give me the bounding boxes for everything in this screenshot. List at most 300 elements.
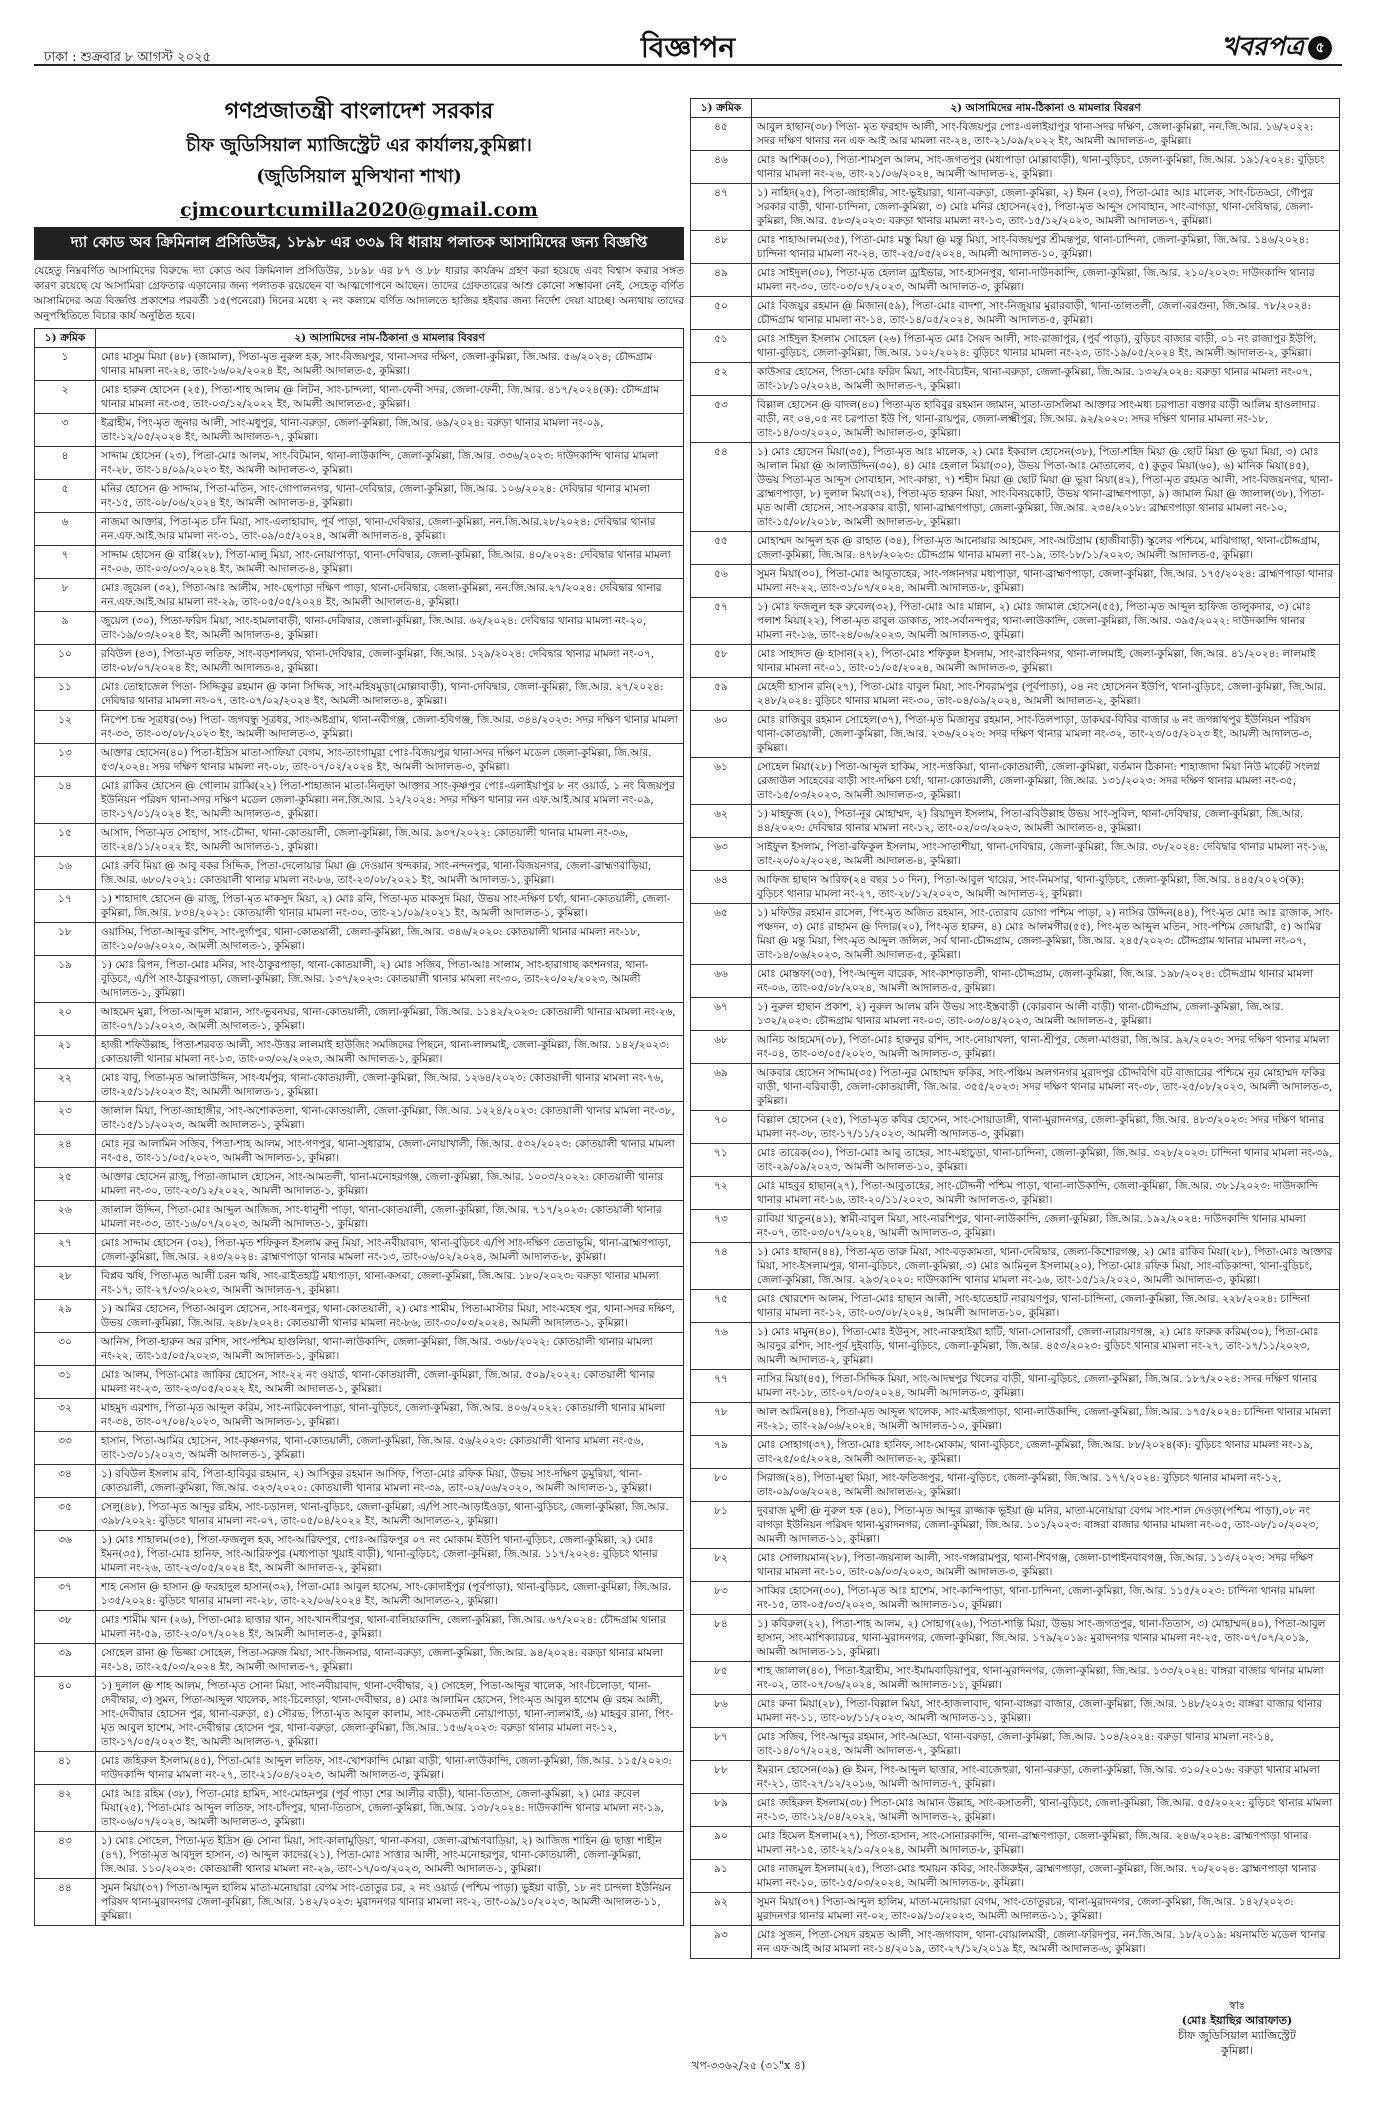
detail-cell: মোঃ রুনা মিয়া(২৮), পিতা-বিল্লাল মিয়া, সাং-হাজলাবাদ, থানা-বাঙ্গরা বাজার, জেলা-কুমিল্লা, জি.আর. ১৪৮/২০২৩: বাঙ্গরা বাজার থানার মামলা নং-১১, তাং-০৮/১১/২০২৩, আমলী আদালত-১১, কুমিল্লা। [752,1695,1340,1728]
serial-cell: ৭৭ [691,1370,752,1403]
signatory-designation: চীফ জুডিসিয়াল ম্যাজিস্ট্রেট [1178,2029,1296,2042]
serial-cell: ৯২ [691,1893,752,1926]
detail-cell: ১) রবিউল ইসলাম রবি, পিতা-হাবিবুর রহমান, ২) আসিকুর রহমান আসিফ, পিতা-মোঃ রফিক মিয়া, উভয় সাং-দক্ষিণ ডুমুরিয়া, থানা-কোতয়ালী, জেলা-কুমিল্লা, জি.আর. ৩২৩/২০২০: কোতয়ালী থানার মামলা নং-৩৯, তাং-০২/০৬/২০২০, আমলী আদালত-১, কুমিল্লা। [96,1465,684,1498]
serial-cell: ৩২ [35,1399,96,1432]
detail-cell: ১) নুরুল হাছান প্রকাশ, ২) নুরুল আলম রনি উভয় সাং-ইস্তবাড়ী (কোরবান আলী বাড়ী) থানা-চৌদ্দগ্রাম, জেলা-কুমিল্লা, জি.আর. ১৩২/২০২৩: চৌদ্দগ্রাম থানার মামলা নং-০৩, তাং-০৩/০৪/২০২৩, আমলী আদালত-৫, কুমিল্লা। [752,998,1340,1031]
office-title: চীফ জুডিসিয়াল ম্যাজিস্ট্রেট এর কার্যালয়,কুমিল্লা। [186,135,532,156]
detail-cell: হাজী শফিউল্লাহ, পিতা-শরবত আলী, সাং-উত্তর লালমাই হাউজিং সমজিদের পিছনে, থানা-লালমাই, জেলা-কুমিল্লা, জি.আর. ১৪২/২০২৩: কোতয়ালী থানার মামলা নং-১৩, তাং-০৩/০২/২০২৩, আমলী আদালত-১, কুমিল্লা। [96,1036,684,1069]
table-row [35,513,684,546]
table-row [691,998,1340,1031]
table-row [691,1243,1340,1290]
serial-cell: ৫১ [691,330,752,363]
serial-cell: ৯০ [691,1827,752,1860]
detail-cell: আফিজ হাছান আরিফ(২৪ বছর ১০ দিন), পিতা-আবুল খায়ের, সাং-নিমসার, থানা-বুড়িচং, জেলা-কুমিল্লা, জি.আর. ৪৪৫/২০২৩(ক): বুড়িচং থানার মামলা নং-২৭, তাং-২৮/১২/২০২৩, আমলী আদালত-২, কুমিল্লা। [752,871,1340,904]
serial-cell: ৩৬ [35,1531,96,1578]
detail-cell: আহমেদ মুন্না, পিতা-আব্দুল মান্নান, সাং-ভুবনঘর, থানা-কোতয়ালী, জেলা-কুমিল্লা, জি.আর. ১১৪২/২০২৩: কোতয়ালী থানার মামলা নং-২৬, তাং-০৭/১১/২০২৩, আমলী আদালত-১, কুমিল্লা। [96,1003,684,1036]
detail-cell: দুবরাজ মুন্সী @ নুরুল হক (৪০), পিতা-মৃত আব্দুর রাজ্জাক ভূইয়া @ মনির, মাতা-মনোয়ারা বেগম সাং-শাল দেওড়া(পশ্চিম পাড়া),০৮ নং বাগড়া ইউনিয়ন পরিষদ থানা-মুরাদনগর, জেলা-কুমিল্লা, জি.আর. ১০১/২০২৩: বাঙ্গরা বাজার থানার মামলা নং-০৫, তাং-০৮/১০/২০২৩, আমলী আদালত-১১, কুমিল্লা। [752,1502,1340,1549]
table-row [35,678,684,711]
serial-cell: ২৪ [35,1135,96,1168]
serial-cell: ১১ [35,678,96,711]
table-row [35,1201,684,1234]
table-row [691,1728,1340,1761]
table-header-row [35,329,684,348]
serial-cell: ৫৫ [691,532,752,565]
table-row [691,1177,1340,1210]
serial-cell: ৭ [35,546,96,579]
serial-cell: ৩৯ [35,1644,96,1677]
table-row [691,184,1340,231]
serial-cell: ২২ [35,1069,96,1102]
detail-cell: সাব্বির হোসেন(৩০), পিতা-মৃত আঃ হাশেম, সাং-কান্দিপাড়া, থানা-চান্দিনা, জেলা-কুমিল্লা, জি.আর. ১১৫/২০২৩: চান্দিনা থানার মামলা নং-১৫, তাং-০৫/০৩/২০২৩, আমলী আদালত-১০, কুমিল্লা। [752,1582,1340,1615]
serial-cell: ১৮ [35,923,96,956]
logo-text: খবরপত্র [1221,32,1304,62]
detail-cell: আনিস, পিতা-হারুন অর রশিদ, সাং-পশ্চিম হাগুলিয়া, থানা-লাউকান্দি, জেলা-কুমিল্লা, জি.আর. ৩৬৮/২০২২: কোতয়ালী থানার মামলা নং-২২, তাং-১৫/০৫/২০২৩, আমলী আদালত-১, কুমিল্লা। [96,1333,684,1366]
table-row [691,1695,1340,1728]
detail-cell: ইব্রাহীম, পিং-মৃত জুনার আলী, সাং-মধুপুর, থানা-বরুড়া, জেলা-কুমিল্লা, জি.আর. ৬৯/২০২৪: বরুড়া থানার মামলা নং-০৯, তাং-১২/০৫/২০২৪ ইং, আমলী আদালত-৭, কুমিল্লা। [96,414,684,447]
detail-cell: ১) আমির হোসেন, পিতা-আবুল হোসেন, সাং-ধনপুর, থানা-কোতয়ালী, ২) মোঃ শামীম, পিতা-মাস্টার মিয়া, সাং-মহেষ পুর, থানা-সদর দক্ষিণ, উভয় জেলা-কুমিল্লা, জি.আর. ২৪৮/২০২৪: কোতয়ালী থানার মামলা নং-৮৬, তাং-৩০/০৩/২০২৪, আমলী আদালত-১, কুমিল্লা। [96,1300,684,1333]
table-row [691,871,1340,904]
page-header [34,14,1342,66]
table-row [691,1549,1340,1582]
detail-cell: মোঃ সোহাগ(৩৭), পিতা-মোঃ হানিফ, সাং-মোকাম, থানা-বুড়িচং, জেলা-কুমিল্লা, জি.আর. ৮৮/২০২৪(ক): বুড়িচং থানার মামলা নং-১৯, তাং-২৫/০৫/২০২৪, আমলী আদালত-২, কুমিল্লা। [752,1436,1340,1469]
branch-title: (জুডিসিয়াল মুন্সিখানা শাখা) [256,166,462,187]
serial-cell: ৬৮ [691,1031,752,1064]
table-row [691,443,1340,532]
detail-cell: মনির হোসেন @ সাদ্দাম, পিতা-মতিন, সাং-গোপালনগর, থানা-দেবিদ্বার, জেলা-কুমিল্লা, জি.আর. ১০৬/২০২৪: দেবিদ্বার থানার মামলা নং-১৫, তাং-০৮/০৬/২০২৪ ইং, আমলী আদালত-৪, কুমিল্লা। [96,480,684,513]
detail-cell: মোহাম্মদ আব্দুল হক @ রাহাত (৩৪), পিতা-মৃত আনোয়ার আহমেদ, সাং-আটগ্রাম (হাজীবাড়ী) স্কুলের পশ্চিমে, মাঝিগাছা, থানা-চৌদ্দগ্রাম, জেলা-কুমিল্লা, জি.আর. ৪৭৮/২০২৩: চৌদ্দগ্রাম থানার মামলা নং-১৯, তাং-১৮/১১/২০২৩, আমলী আদালত-৫, কুমিল্লা। [752,532,1340,565]
table-row [35,381,684,414]
table-row [35,612,684,645]
serial-cell: ৫৭ [691,598,752,645]
table-row [35,824,684,857]
table-row [691,1469,1340,1502]
table-row [35,546,684,579]
serial-cell: ৩ [35,414,96,447]
detail-cell: সাদ্দাম হোসেন @ বাপ্পি(২৮), পিতা-মালু মিয়া, সাং-নোয়াপাড়া, থানা-দেবিদ্বার, জেলা-কুমিল্লা, জি.আর. ৪০/২০২৪: দেবিদ্বার থানার মামলা নং-০৬, তাং-০৩/০৩/২০২৪ ইং, আমলী আদালত-৪, কুমিল্লা। [96,546,684,579]
detail-cell: মোঃ নূর আলামিন সজিব, পিতা-শাহ আলম, সাং-গণপুর, থানা-সুধারাম, জেলা-নোয়াখালী, জি.আর. ৫৩২/২০২৩: কোতয়ালী থানার মামলা নং-৫৪, তাং-১১/০৫/২০২৩, আমলী আদালত-১, কুমিল্লা। [96,1135,684,1168]
table-row [691,1031,1340,1064]
serial-cell: ৬ [35,513,96,546]
signatory-place: কুমিল্লা। [1221,2044,1253,2057]
table-row [691,1860,1340,1893]
detail-cell: ১) মোঃ হোসেন মিয়া(৩৫), পিতা-মৃত আঃ মালেক, ২) মোঃ ইকবাল হোসেন(৩৮), পিতা-শহিদ মিয়া @ ছোট মিয়া @ ভূয়া মিয়া, ৩) মোঃ আলাল মিয়া @ আলাউদ্দিন(৩০), ৪) মোঃ হেলাল মিয়া(৩০), উভয় পিতা-আঃ মোতালেব, ৫) কুতুব মিয়া(৬০), ৬) মানিক মিয়া(৪৫), উভয় পিতা-মৃত আব্দুস সোবাহান, সাং-কান্তা, ৭) শহীদ মিয়া @ ছোট মিয়া @ ভূয়া মিয়া(৪২), পিতা-মৃত রহমত আলী, সাং-বিজয়নগর, থানা-ব্রাহ্মণপাড়া, ৮) দুলাল মিয়া(৩২), পিতা-মৃত হারুন মিয়া, সাং-বিনয়কোট, উভয় থানা-ব্রাহ্মণপাড়া, ৯) জামাল মিয়া @ জালাল(৩৮), পিতা-মৃত আলী হোসেন, সাং-সরকার বাড়ী, থানা-ব্রাহ্মণপাড়া, জেলা-কুমিল্লা, জি.আর. ২৩৪/২০১৮: ব্রাহ্মণপাড়া থানার মামলা নং-১০, তাং-১৫/০৮/২০১৮, আমলী আদালত-৮, কুমিল্লা। [752,443,1340,532]
serial-cell: ১৫ [35,824,96,857]
serial-cell: ৫৪ [691,443,752,532]
detail-cell: ১) মাহফুজ (২০), পিতা-নূর মোহাম্মদ, ২) রিয়াদুল ইসলাম, পিতা-রবিউল্লাহ উভয় সাং-সুবিল, থানা-দেবিদ্বার, জেলা-কুমিল্লা, জি.আর. ৪৪/২০২৩: দেবিদ্বার থানার মামলা নং-১২, তাং-০২/০৩/২০২৩, আমলী আদালত-৪, কুমিল্লা। [752,805,1340,838]
table-row [691,363,1340,396]
serial-cell: ৭০ [691,1111,752,1144]
serial-cell: ৫০ [691,297,752,330]
col-serial: ১) ক্রমিক [691,99,752,118]
table-row [35,1785,684,1832]
detail-cell: মোঃ আঃ রহিম (৩৮), পিতা-মোঃ হামিদ, সাং-মোহনপুর (পূর্ব পাড়া শের আলীর বাড়ী), থানা-তিতাস, জেলা-কুমিল্লা, ২) মোঃ রুবেল মিয়া(২৫), পিতা-মোঃ আব্দুল লতিফ, সাং-চাঁদপুর, থানা-তিতাস, জেলা-কুমিল্লা, জি.আর. ১৩৮/২০২৪: দাউদকান্দি থানার মামলা নং-১৯, তাং-০৬/০৭/২০২৪, আমলী আদালত-৩, কুমিল্লা। [96,1785,684,1832]
detail-cell: মোঃ রাজিবুর রহমান সোহেল(৩৭), পিতা-মৃত মিজানুর রহমান, সাং-তিলপাড়া, ডাকঘর-বিবির বাজার ৬ নং জগন্নাথপুর ইউনিয়ন পরিষদ থানা-কোতয়ালী, জেলা-কুমিল্লা, জি.আর. ২৩৬/২০২৩: সদর দক্ষিণ থানার মামলা নং-৩২, তাং-২৩/০৫/২০২৩ ইং, আমলী আদালত-৩, কুমিল্লা। [752,711,1340,758]
detail-cell: আকবার হোসেন সাদ্দাম(৩৫) পিতা-নুর মোহাম্মদ ফকির, সাং-পঞ্চিম অলগনগর মুরাদপুর চৌদ্দবিগি বট বাজারের পশ্চিমে নূর মোহাম্মদ ফকির বাড়ী, থানা-বরিবাড়ী, জেলা-কোতয়ালী, জি.আর. ৩৫৫/২০২৩: সদর দক্ষিণ থানার মামলা নং-৩৮, তাং-২৫/০৮/২০২৩, আমলী আদালত-৩, কুমিল্লা। [752,1064,1340,1111]
table-row [35,1611,684,1644]
right-column [690,94,1340,1959]
detail-cell: ১) দুলাল @ শাহ আলম, পিতা-মৃত সোনা মিয়া, সাং-নবীয়াবাদ, থানা-দেবীদ্বার, ২) সোহেল, পিতা-আব্দুর খালেক, সাং-চিলোড়া, থানা-দেবীদ্বার, ৩) সুমন, পিতা-আব্দুল খালেক, সাং-চিলোড়া, থানা-দেবীদ্বার, ৪) মোঃ আলামিন হোসেন, পিং-মৃত আবুল হাশেম @ রহম আলী, সাং-দেবীদ্বার হোসেন পুর, থানা-বরুড়া, ৫) সৌরভ, পিতা-মৃত আবুল কালাম, সাং-কেমতলী নোয়াপাড়া, থানা-লালমাই, ৬) মাহবুব রানা, পিং-মৃত আবুল হাশেম, সাং-দেবীদ্বার হোসেন পুর, থানা-বরুড়া, জেলা-কুমিল্লা, জি.আর. ১৫৬/২০২৩: বরুড়া থানার মামলা নং-১২, তাং-১৭/০৫/২০২৩ ইং, আমলী আদালত-৭, কুমিল্লা। [96,1677,684,1752]
serial-cell: ১ [35,348,96,381]
serial-cell: ৮০ [691,1469,752,1502]
serial-cell: ২১ [35,1036,96,1069]
table-row [35,1531,684,1578]
detail-cell: ১) মোঃ সোহেল, পিতা-মৃত ইদ্রিস @ সোনা মিয়া, সাং-কালামুড়িয়া, থানা-কসবা, জেলা-ব্রাহ্মণবাড়িয়া, ২) আজিজ শাহিন @ ছাত্তা শাহীন (৪৭), পিতা-মৃত আবদুল হাসান, ৩) আব্দুল কাদের(২১), পিতা-মোঃ সাত্তার আলী, সাং-মনোহরপুর, থানা-কোতয়ালী, জেলা-কুমিল্লা, জি.আর. ১১০/২০২৩: কোতয়ালী থানার মামলা নং-২৯, তাং-১৭/০৩/২০২৩, আমলী আদালত-১, কুমিল্লা। [96,1832,684,1879]
serial-cell: ২৫ [35,1168,96,1201]
serial-cell: ৫২ [691,363,752,396]
serial-cell: ৬১ [691,758,752,805]
accused-table-right [690,98,1340,1959]
serial-cell: ৭৫ [691,1290,752,1323]
detail-cell: মোঃ জহিরুল ইসলাম(৪৫), পিতা-মোঃ আব্দুল লতিফ, সাং-খোশকান্দি মোল্লা বাড়ী, থানা-লাউকান্দি, জেলা-কুমিল্লা, জি.আর. ১১৫/২০২৩: দাউদকান্দি থানার মামলা নং-২৭, তাং-২১/০৪/২০২৩, আমলী আদালত-৩, কুমিল্লা। [96,1752,684,1785]
detail-cell: মোঃ রাকিব হোসেন @ গোলাম রাব্বি(২২) পিতা-শাহাজান মাতা-নিলুফা আক্তার সাং-কৃষ্ণপুর পোঃ-এলাইয়াপুর ৮ নং ওয়ার্ড, ১ নং বিজয়পুর ইউনিয়ন পরিষদ থানা-সদর দক্ষিণ মডেল জেলা-কুমিল্লা। নন.জি.আর. ১২/২০২৪: সদর দক্ষিণ থানার নন এফ.আই.আর মামলা নং-০৯, তাং-১৭/০১/২০২৪ ইং, আমলী আদালত-৩, কুমিল্লা। [96,777,684,824]
detail-cell: সিরাজ(২৪), পিতা-মুছা মিয়া, সাং-ফতিজপুর, থানা-বুড়িচং, জেলা-কুমিল্লা, জি.আর. ১৭৭/২০২৪: বুড়িচং থানার মামলা নং-১২, তাং-০৯/০৬/২০২৪, আমলী আদালত-২, কুমিল্লা। [752,1469,1340,1502]
table-row [691,645,1340,678]
detail-cell: সোহেল মিয়া(২৮) পিতা-আব্দুল হাকিম, সাং-দত্তকিয়া, থানা-কোতয়ালী, জেলা-কুমিল্লা, বর্তমান ঠিকানা: শাহাজাদা মিয়া নিউ মার্কেট সংলগ্ন রেজাউল সাহেবের বাড়ী সাং-দক্ষিণ চর্থা, থানা-কোতয়ালী, জেলা-কুমিল্লা, জি.আর. ১৩১/২০২৩: সদর দক্ষিণ থানার মামলা নং-৩৫, তাং-১৫/০৩/২০২৩, আমলী আদালত-৩, কুমিল্লা। [752,758,1340,805]
detail-cell: মোঃ জুয়েল (৩২), পিতা-আঃ আলীম, সাং-ছেপাড়া দক্ষিণ পাড়া, থানা-দেবিদ্বার, জেলা-কুমিল্লা, নন.জি.আর.২৭/২০২৪: দেবিদ্বার থানার নন.এফ.আই.আর মামলা নং-২৯, তাং-০৫/০৫/২০২৪ ইং, আমলী আদালত-৪, কুমিল্লা। [96,579,684,612]
table-row [35,1234,684,1267]
page-number: ৫ [1308,36,1332,60]
serial-cell: ৪৭ [691,184,752,231]
serial-cell: ৯ [35,612,96,645]
table-row [35,1333,684,1366]
table-row [691,711,1340,758]
serial-cell: ৫৩ [691,396,752,443]
table-row [35,1832,684,1879]
detail-cell: মোঃ মাহবুব হাছান(২৭), পিতা-আবুতাহের, সাং-চৌদ্দনী পশ্চিম পাড়া, থানা-লাউকান্দি, জেলা-কুমিল্লা, জি.আর. ৩৮১/২০২৩: দাউদকান্দি থানার মামলা নং-১৬, তাং-২০/১১/২০২৩, আমলী আদালত-৩, কুমিল্লা। [752,1177,1340,1210]
detail-cell: মোঃ শামীম খান (২৬), পিতা-মোঃ ছাত্তার খান, সাং-খানপীরপুর, থানা-বালিয়াকান্দি, জেলা-কুমিল্লা, জি.আর. ৬৭/২০২৪: চৌদ্দগ্রাম থানার মামলা নং-৫৯, তাং-২৩/০৭/২০২৪ ইং, আমলী আদালত-৫, কুমিল্লা। [96,1611,684,1644]
table-body [35,348,684,1926]
table-row [691,1436,1340,1469]
serial-cell: ৮৮ [691,1761,752,1794]
table-body [691,118,1340,1959]
serial-cell: ৬২ [691,805,752,838]
detail-cell: মোঃ খোরশেদ আলম, পিতা-মোঃ হাছান আলী, সাং-হাতেহাট নারায়ণপুর, থানা-চান্দিনা, জেলা-কুমিল্লা, জি.আর. ২২৮/২০২৪: চান্দিনা থানার মামলা নং-১২, তাং-০৩/০৮/২০২৪, আমলী আদালত-১০, কুমিল্লা। [752,1290,1340,1323]
table-row [35,1677,684,1752]
serial-cell: ৫৮ [691,645,752,678]
detail-cell: মোঃ শাহাআলম(৩৫), পিতা-মোঃ মস্তু মিয়া @ মন্তু মিয়া, সাং-বিজয়পুর শ্রীমন্তপুর, থানা-চান্দিনা, জেলা-কুমিল্লা, জি.আর. ১৪৬/২০২৪: চান্দিনা থানার মামলা নং-২৪, তাং-২৫/০৫/২০২৪, আমলী আদালত-১০, কুমিল্লা। [752,231,1340,264]
table-row [691,231,1340,264]
serial-cell: ৮৯ [691,1794,752,1827]
serial-cell: ৮৭ [691,1728,752,1761]
table-row [691,1893,1340,1926]
detail-cell: ওয়াসিম, পিতা-আব্দুর রশিদ, সাং-দুর্গাপুর, থানা-কোতয়ালী, জেলা-কুমিল্লা, জি.আর. ৩৪৬/২০২০: কোতয়ালী থানার মামলা নং-১৮, তাং-১০/০৬/২০২০, আমলী আদালত-১, কুমিল্লা। [96,923,684,956]
detail-cell: মোঃ সাইদুল(৩০), পিতা-মৃত হেলাল ড্রাইভার, সাং-হাসনপুর, থানা-দাউদকান্দি, জেলা-কুমিল্লা, জি.আর. ২১০/২০২৩: দাউদকান্দি থানার মামলা নং-৩০, তাং-০৩/০৭/২০২৩, আমলী আদালত-৩, কুমিল্লা। [752,264,1340,297]
serial-cell: ৭৮ [691,1403,752,1436]
detail-cell: সাইফুল ইসলাম, পিতা-রফিকুল ইসলাম, সাং-সাতাশীয়া, থানা-দেবিদ্বার, জেলা-কুমিল্লা, জি.আর. ৩৮/২০২৪: দেবিদ্বার থানার মামলা নং-১৬, তাং-২০/০২/২০২৪, আমলী আদালত-৪, কুমিল্লা। [752,838,1340,871]
serial-cell: ২৬ [35,1201,96,1234]
table-row [691,1064,1340,1111]
detail-cell: মোঃ তোহাজেল পিতা- সিদ্দিকুর রহমান @ কানা সিদ্দিক, সাং-মহিষমুড়া(মোল্লাবাড়ী), থানা-দেবিদ্বার, জেলা-কুমিল্লা, জি.আর. ২৭/২০২৪: দেবিদ্বার থানার মামলা নং-০৭, তাং-০৭/০২/২০২৪ ইং, আমলী আদালত-৪, কুমিল্লা। [96,678,684,711]
table-row [691,965,1340,998]
serial-cell: ৪৬ [691,151,752,184]
col-detail: ২) আসামিদের নাম-ঠিকানা ও মামলার বিবরণ [752,99,1340,118]
detail-cell: ইমরান হোসেন(৩৯) @ ইমন, পিং-আব্দুল ছাত্তার, সাং-বাজেহুরা, থানা-বরুড়া, জেলা-কুমিল্লা, জি.আর. ৩১০/২০১৬: বরুড়া থানার মামলা নং-২১, তাং-২৭/১২/২০১৬, আমলী আদালত-৭, কুমিল্লা। [752,1761,1340,1794]
serial-cell: ১৯ [35,956,96,1003]
reference-number: খপ-৩৩৬২/২৫ (৩১"x ৪) [692,2059,806,2072]
table-row [35,857,684,890]
col-serial: ১) ক্রমিক [35,329,96,348]
serial-cell: ২৯ [35,1300,96,1333]
table-row [35,1498,684,1531]
signature-block [1132,1998,1342,2058]
detail-cell: ১) মফিউর রহমান রাসেল, পিং-মৃত অজিত রহমান, সাং-তোরাব ডোগা পশ্চিম পাড়া, ২) নাসির উদ্দিন(৪৪), পিং-মৃত মোঃ আঃ রাজাক, সাং-পঞ্চদন, ৩) মোঃ রাহামন @ দিদার(২০), পিং-মৃত হারুন, ৪) মোঃ আলমগীর(৫৫), পিং-মৃত আব্দুল মতিন, সাং-পশ্চিম জোয়ারী, ৫) আমির মিয়া @ মন্তু মিয়া, পিং-মৃত আব্দুল জলিল, সর্ব থানা-চৌদ্দগ্রাম, জেলা-কুমিল্লা, জি.আর. ২৪৫/২০২৩: চৌদ্দগ্রাম থানার মামলা নং-০৭, তাং-১৪/০৬/২০২৩, আমলী আদালত-৫, কুমিল্লা। [752,904,1340,965]
table-row [35,1432,684,1465]
serial-cell: ২০ [35,1003,96,1036]
detail-cell: বিপ্লব ঋষি, পিতা-মৃত আলী চরন ঋষি, সাং-রাইতহাট্ট মধ্যপাড়া, থানা-কসবা, জেলা-কুমিল্লা, জি.আর. ১৮০/২০২৩: বরুড়া থানার মামলা নং-১৭, তাং-২৭/০৩/২০২৩, আমলী আদালত-৭, কুমিল্লা। [96,1267,684,1300]
detail-cell: মোঃ নাজমুল ইসলাম(২৫), পিতা-মোঃ হুমায়ন কবির, সাং-জিরুইন, ব্রাহ্মণপাড়া, জেলা-কুমিল্লা, জি.আর. ৭০/২০২৪: ব্রাহ্মণপাড়া থানার মামলা নং-১০, তাং-১৫/০৩/২০২৪, আমলী আদালত-৮, কুমিল্লা। [752,1860,1340,1893]
detail-cell: সুমন মিয়া(৩০), পিতা-মোঃ আবুতাহের, সাং-গঙ্গানগর মধ্যপাড়া, থানা-ব্রাহ্মণপাড়া, জেলা-কুমিল্লা, জি.আর. ১৭৫/২০২৪: ব্রাহ্মণপাড়া থানার মামলা নং-২২, তাং-৩১/০৭/২০২৪, আমলী আদালত-৮, কুমিল্লা। [752,565,1340,598]
table-row [691,1210,1340,1243]
serial-cell: ৩৮ [35,1611,96,1644]
table-row [691,904,1340,965]
table-row [35,1879,684,1926]
accused-table-left [34,328,684,1926]
table-row [691,1615,1340,1662]
serial-cell: ৮৪ [691,1615,752,1662]
table-row [691,1794,1340,1827]
serial-cell: ৬৫ [691,904,752,965]
detail-cell: মেহেদী হাসান রনি(২৭), পিতা-মোঃ বাবুল মিয়া, সাং-শিবরামপুর (পূর্বপাড়া), ০৪ নং হোসেনন ইউপি, থানা-বুড়িচং, জেলা-কুমিল্লা, জি.আর. ২৪৮/২০২৪: বুড়িচং থানার মামলা নং-৩০, তাং-০৪/০৯/২০২৪, আমলী আদালত-২, কুমিল্লা। [752,678,1340,711]
serial-cell: ৮৬ [691,1695,752,1728]
detail-cell: ১) মোঃ ফজলুল হক রুবেল(৩২), পিতা-মোঃ আঃ মান্নান, ২) মোঃ জামাল হোসেন(৫৫), পিতা-মৃত আব্দুল হাফিজ তালুকদার, ৩) মোঃ পলাশ মিয়া(২২), পিতা-মৃত বাবুল ডাকাত, সাং-সর্বানন্দপুর, থানা-লাউকান্দি, জেলা-কুমিল্লা, জি.আর. ৩৯৫/২০২২: দাউদকান্দি থানার মামলা নং-১৬, তাং-২৪/০৬/২০২৩, আমলী আদালত-৩, কুমিল্লা। [752,598,1340,645]
serial-cell: ৯৩ [691,1926,752,1959]
table-row [35,1300,684,1333]
serial-cell: ৩০ [35,1333,96,1366]
table-row [35,579,684,612]
detail-cell: মোঃ আলম, পিতা-মোঃ জাকির হোসেন, সাং-২২ নং ওয়ার্ড, থানা-কোতয়ালী, জেলা-কুমিল্লা, জি.আর. ৫০৯/২০২২: কোতয়ালী থানার মামলা নং-২৩, তাং-২৩/০৫/২০২২ ইং, আমলী আদালত-১, কুমিল্লা। [96,1366,684,1399]
contact-email: cjmcourtcumilla2020@gmail.com [180,199,538,221]
section-title: বিজ্ঞাপন [640,31,736,64]
serial-cell: ৭৪ [691,1243,752,1290]
gov-title: গণপ্রজাতন্ত্রী বাংলাদেশ সরকার [224,98,494,124]
table-row [691,678,1340,711]
table-row [35,1267,684,1300]
col-detail: ২) আসামিদের নাম-ঠিকানা ও মামলার বিবরণ [96,329,684,348]
table-row [691,1827,1340,1860]
table-row [691,1926,1340,1959]
detail-cell: ১) কবিরুল(২২), পিতা-শাহ আলম, ২) সোহাগ(২৬), পিতা-শান্তি মিয়া, উভয় সাং-জগতপুর, থানা-তিতাস, ৩) মোহাম্মদ(৪০), পিতা-আবুল হাসান, সাং-মাশিক্যারচর, থানা-মুরাদনগর, জেলা-কুমিল্লা, জি.আর. ১৭৯/২০১৯: মুরাদনগর থানার মামলা নং-২৫, তাং-০৭/০৭/২০১৯, আমলী আদালত-১১, কুমিল্লা। [752,1615,1340,1662]
serial-cell: ৮ [35,579,96,612]
serial-cell: ২৮ [35,1267,96,1300]
table-header-row [691,99,1340,118]
table-row [691,532,1340,565]
notice-heading [34,94,684,221]
table-row [691,118,1340,151]
serial-cell: ৬৭ [691,998,752,1031]
serial-cell: ৯১ [691,1860,752,1893]
serial-cell: ৪০ [35,1677,96,1752]
table-row [691,1662,1340,1695]
issue-date: ঢাকা : শুক্রবার ৮ আগস্ট ২০২৫ [44,50,211,65]
serial-cell: ৮২ [691,1549,752,1582]
serial-cell: ৪৪ [35,1879,96,1926]
detail-cell: নাসির মিয়া(৪৫), পিতা-সিদ্দিক মিয়া, সাং-আদম্বপুর খিলের বাড়ী, থানা-বুড়িচং, জেলা-কুমিল্লা, জি.আর. ১৮৭/২০২৪: সদর দক্ষিণ থানার মামলা নং-১৮, তাং-০৭/০৩/২০২৪, আমলী আদালত-৩, কুমিল্লা। [752,1370,1340,1403]
serial-cell: ২৩ [35,1102,96,1135]
detail-cell: শাহ নেসান @ হাসান @ ফরহাদুল হাসান(৩২), পিতা-মোঃ আবুল হাসেম, সাং-কোদাইপুর (পূর্বপাড়া), থানা-বুড়িচং, জেলা-কুমিল্লা, জি.আর. ১৩৫/২০২৪: বুড়িচং থানার মামলা নং-২৮, তাং-২২/০৬/২০২৪ ইং, আমলী আদালত-২, কুমিল্লা। [96,1578,684,1611]
serial-cell: ৫৯ [691,678,752,711]
detail-cell: বিল্লাল হোসেন @ বাদল(৪০) পিতা-মৃত হাবিবুর রহমান জামান, মাতা-তাসলিমা আক্তার সাং-মধ্য চরপাতা বক্তার বাড়ী আলিম হাওলাদার বাড়ী, নং ০৪,০৫ নং চরপাতা ইউ পি, থানা-রায়পুর, জেলা-লক্ষ্মীপুর, জি.আর. ৯২/২০২০: সদর দক্ষিণ থানার মামলা নং-১৮, তাং-১৪/০৩/২০২০, আমলী আদালত-৩, কুমিল্লা। [752,396,1340,443]
table-row [35,956,684,1003]
detail-cell: মোঃ তারেক(৩০), পিতা-মোঃ আবু তাহের, সাং-মহাচুড়া, থানা-চান্দিনা, জেলা-কুমিল্লা, জি.আর. ৩২৮/২০২৩: চান্দিনা থানার মামলা নং-৩৯, তাং-২৯/০৯/২০২৩, আমলী আদালত-১০, কুমিল্লা। [752,1144,1340,1177]
detail-cell: রাবিয়া খাতুন(৪১), স্বামী-বাবুল মিয়া, সাং-নারশিপুর, থানা-লাউকান্দি, জেলা-কুমিল্লা, জি.আর. ১৯২/২০২৪: দাউদকান্দি থানার মামলা নং-০৭, তাং-০৩/০৭/২০২৪, আমলী আদালত-৩, কুমিল্লা। [752,1210,1340,1243]
table-row [691,598,1340,645]
detail-cell: শাহ জালাল(৪৩), পিতা-ইব্রাহীম, সাং-ইমামবাড়িয়াপুর, থানা-মুরাদনগর, জেলা-কুমিল্লা, জি.আর. ১৩৩/২০২৪: বাঙ্গরা বাজার থানার মামলা নং-০২, তাং-০৭/০৬/২০২৪, আমলী আদালত-১১, কুমিল্লা। [752,1662,1340,1695]
serial-cell: ৭২ [691,1177,752,1210]
table-row [35,744,684,777]
table-row [691,565,1340,598]
serial-cell: ৬৬ [691,965,752,998]
table-row [35,711,684,744]
table-row [691,264,1340,297]
serial-cell: ৭১ [691,1144,752,1177]
serial-cell: ৮৩ [691,1582,752,1615]
serial-cell: ৬০ [691,711,752,758]
detail-cell: ১) শাহাদাৎ হোসেন @ রাজু, পিতা-মৃত মাকসুদ মিয়া, ২) মোঃ রনি, পিতা-মৃত মাকসুদ মিয়া, উভয় সাং-দক্ষিণ চর্থা, থানা-কোতয়ালী, জেলা-কুমিল্লা, জি.আর. ৮৩৪/২০২১: কোতয়ালী থানার মামলা নং-৩০, তাং-২১/০৯/২০২১ ইং, আমলী আদালত-১, কুমিল্লা। [96,890,684,923]
table-row [35,1069,684,1102]
detail-cell: মোঃ হিমেল ইসলাম(২৭), পিতা-হাসান, সাং-সোনারকান্দি, থানা-ব্রাহ্মণপাড়া, জেলা-কুমিল্লা, জি.আর. ২৪৬/২০২৪: ব্রাহ্মণপাড়া থানার মামলা নং-১৫, তাং-২২/১০/২০২৪, আমলী আদালত-৮, কুমিল্লা। [752,1827,1340,1860]
detail-cell: মোঃ বিজয়ুর রহমান @ মিজান(৫৯), পিতা-মোঃ বাদশা, সাং-নিজুয়ার মুরারবাড়ী, থানা-তালতলী, জেলা-বরগুনা, জি.আর. ৭৮/২০২৪: চৌদ্দগ্রাম থানার মামলা নং-১৪, তাং-১৪/০৫/২০২৪, আমলী আদালত-৫, কুমিল্লা। [752,297,1340,330]
serial-cell: ৩৭ [35,1578,96,1611]
detail-cell: ১) মোঃ মামুন(৪০), পিতা-মোঃ ইউনুস, সাং-নারুহাইয়া হাটি, থানা-সোনারগাঁ, জেলা-নারায়ণগঞ্জ, ২) মোঃ ফারুক করিম(৩০), পিতা-মোঃ আবদুর রশিদ, সাং-পূর্ব দুইবাড়ি, থানা-বুড়িচং, জেলা-কুমিল্লা, জি.আর. ৪৫৩/২০২৩: বুড়িচং থানার মামলা নং-২৭, তাং-১৭/১১/২০২৩, আমলী আদালত-২, কুমিল্লা। [752,1323,1340,1370]
detail-cell: মোঃ আশিক(৩০), পিতা-শামসুল আলম, সাং-জগতপুর (মধ্যপাড়া মোল্লাবাড়ী), থানা-বুড়িচং, জেলা-কুমিল্লা, জি.আর. ১৯১/২০২৪: বুড়িচং থানার মামলা নং-২৬, তাং-২১/০৬/২০২৪, আমলী আদালত-২, কুমিল্লা। [752,151,1340,184]
left-column [34,94,684,1926]
detail-cell: নাজমা আক্তার, পিতা-মৃত চাঁন মিয়া, সাং-এলাহাবাদ, পূর্ব পাড়া, থানা-দেবিদ্বার, জেলা-কুমিল্লা, নন.জি.আর.২৮/২০২৪: দেবিদ্বার থানার নন.এফ.আই.আর মামলা নং-৩১, তাং-০৯/০৫/২০২৪, আমলী আদালত-৪, কুমিল্লা। [96,513,684,546]
table-row [691,838,1340,871]
detail-cell: সোহেল রানা @ ভিজ্জা সোহেল, পিতা-সরুজ মিয়া, সাং-জিনসার, থানা-বরুড়া, জেলা-কুমিল্লা, জি.আর. ৯৪/২০২৪: বরুড়া থানার মামলা নং-১৪, তাং-২৫/০৩/২০২৪ ইং, আমলী আদালত-৭, কুমিল্লা। [96,1644,684,1677]
serial-cell: ৬৪ [691,871,752,904]
table-row [691,805,1340,838]
detail-cell: মাহমুদ এরশাদ, পিতা-মৃত আব্দুল করিম, সাং-নারিকেলপাড়া, থানা-বুড়িচং, জেলা-কুমিল্লা, জি.আর. ৪০৬/২০২২: কোতয়ালী থানার মামলা নং-৩৪, তাং-০৭/০৪/২০২৩, আমলী আদালত-১, কুমিল্লা। [96,1399,684,1432]
detail-cell: নিপেশ চন্দ্র সূত্রধর(৩৬) পিতা- জগবন্ধু সূত্রধর, সাং-অষ্টগ্রাম, থানা-নবীগঞ্জ, জেলা-হবিগঞ্জ, জি.আর. ৩৪৪/২০২৩: সদর দক্ষিণ থানার মামলা নং-৩৩, তাং-০৩/০৮/২০২৩ ইং, আমলী আদালত-৩, কুমিল্লা। [96,711,684,744]
table-row [35,1036,684,1069]
table-row [35,447,684,480]
detail-cell: আনিচ আহমেদ(৩৮), পিতা-মোঃ হারুনুর রশিদ, সাং-নোয়াখলা, থানা-শ্রীপুর, জেলা-মাগুরা, জি.আর. ৯২/২০২৩: সদর দক্ষিণ থানার মামলা নং-০৪, তাং-০৩/০৫/২০২৩, আমলী আদালত-৩, কুমিল্লা। [752,1031,1340,1064]
serial-cell: ৫ [35,480,96,513]
detail-cell: সুমন মিয়া(৩৭) পিতা-আব্দুল হালিম, মাতা-মনোয়ারা বেগম, সাং-তোতুরচর, থানা-মুরাদনগর, জেলা-কুমিল্লা, জি.আর. ১৪২/২০২৩: মুরাদনগর থানার মামলা নং-০২, তাং-০৯/১০/২০২৩, আমলী আদালত-১১, কুমিল্লা। [752,1893,1340,1926]
serial-cell: ৭৩ [691,1210,752,1243]
detail-cell: ১) মোঃ রিপন, পিতা-মোঃ মনির, সাং-ঠাকুরপাড়া, থানা-কোতয়ালী, ২) মোঃ সজিব, পিতা-আঃ সালাম, সাং-হারাগাছ কংশনগর, থানা-বুড়িচং, এ/পি সাং-ঠাকুরপাড়া, জেলা-কুমিল্লা, জি.আর. ১৩৭/২০২৩: কোতয়ালী থানার মামলা নং-৩০, তাং-২০/০২/২০২৩, আমলী আদালত-১, কুমিল্লা। [96,956,684,1003]
detail-cell: বিল্লাল হোসেন (২৫), পিতা-মৃত কবির হোসেন, সাং-সোয়াডাঙ্গী, থানা-মুরাদনগর, জেলা-কুমিল্লা, জি.আর. ৪৮৩/২০২৩: সদর দক্ষিণ থানার মামলা নং-৩৮, তাং-১৭/১১/২০২৩, আমলী আদালত-৩, কুমিল্লা। [752,1111,1340,1144]
detail-cell: মোঃ সাইদুল ইসলাম সোহেল (২৬) পিতা-মৃত মোঃ সৈয়দ আলী, সাং-রাজাপুর, (পুর্ব পাড়া), বুড়িচং বাজার বাড়ী, ০১ নং রাজাপুর ইউপি, থানা-বুড়িচং, জেলা-কুমিল্লা, জি.আর. ১০২/২০২৪: বুড়িচং থানার মামলা নং-২৩, তাং-১৯/০৫/২০২৪ ইং, আমলী আদালত-২, কুমিল্লা। [752,330,1340,363]
detail-cell: হাসান, পিতা-আমির হোসেন, সাং-কৃষ্ণনগর, থানা-কোতয়ালী, জেলা-কুমিল্লা, জি.আর. ৫৬/২০২৩: কোতয়ালী থানার মামলা নং-৫৬, তাং-১৩/০১/২০২৩, আমলী আদালত-১, কুমিল্লা। [96,1432,684,1465]
table-row [35,923,684,956]
detail-cell: জালাল উদ্দিন, পিতা-মোঃ আব্দুল আজিজ, সাং-ধানুশী পাড়া, থানা-কোতয়ালী, জেলা-কুমিল্লা, জি.আর. ৭১৭/২০২৩: কোতয়ালী থানার মামলা নং-৩৩, তাং-১৬/০৭/২০২৩, আমলী আদালত-১, কুমিল্লা। [96,1201,684,1234]
table-row [691,330,1340,363]
detail-cell: সাদ্দাম হোসেন (২৩), পিতা-মোঃ আলম, সাং-বিটমান, থানা-লাউকান্দি, জেলা-কুমিল্লা, জি.আর. ৩৩৬/২০২৩: দাউদকান্দি থানার মামলা নং-২৮, তাং-১৪/০৯/২০২৩ ইং, আমলী আদালত-৩, কুমিল্লা। [96,447,684,480]
table-row [35,777,684,824]
serial-cell: ৭৯ [691,1436,752,1469]
serial-cell: ১৩ [35,744,96,777]
serial-cell: ৪৫ [691,118,752,151]
table-row [691,1761,1340,1794]
table-row [35,1578,684,1611]
detail-cell: মোঃ রুবি মিয়া @ আবু বকর সিদ্দিক, পিতা-দেলোয়ার মিয়া @ দেওয়ান খন্দকার, সাং-নন্দনপুর, থানা-বিজয়নগর, জেলা-ব্রাহ্মণবাড়িয়া, জি.আর. ৬৮০/২০২১: কোতয়ালী থানার মামলা নং-৮৬, তাং-২৩/০৮/২০২১ ইং, আমলী আদালত-১, কুমিল্লা। [96,857,684,890]
serial-cell: ৬৩ [691,838,752,871]
detail-cell: মোঃ জহিরুল ইসলাম(৩৮) পিতা-মোঃ আমান উল্লাহ, সাং-কসাতলী, থানা-বুড়িচং, জেলা-কুমিল্লা, জি.আর. ৫৫/২০২২: বুড়িচং থানার মামলা নং-১৩, তাং-১২/০৪/২০২২, আমলী আদালত-২, কুমিল্লা। [752,1794,1340,1827]
signature-label: স্বাঃ [1229,1999,1245,2012]
detail-cell: আসাদ, পিতা-মৃত সোহাগ, সাং-চৌদ্দা, থানা-কোতয়ালী, জেলা-কুমিল্লা, জি.আর. ৯৩৭/২০২২: কোতয়ালী থানার মামলা নং-৩৬, তাং-২৪/১১/২০২২ ইং, আমলী আদালত-১, কুমিল্লা। [96,824,684,857]
table-row [35,1135,684,1168]
table-row [691,758,1340,805]
serial-cell: ৪ [35,447,96,480]
serial-cell: ২৭ [35,1234,96,1267]
table-row [691,151,1340,184]
table-row [35,348,684,381]
serial-cell: ৮৫ [691,1662,752,1695]
table-row [35,890,684,923]
serial-cell: ১৪ [35,777,96,824]
table-row [35,1399,684,1432]
serial-cell: ৪৯ [691,264,752,297]
detail-cell: সুমন মিয়া(৩৭) পিতা-আব্দুল হালিম মাতা-মনোয়ারা বেগম সাং-তোতুর চর, ২ নং ওয়ার্ড (পশ্চিম পাড়া) ভুইয়া বাড়ী, ১৮ নং চান্দলা ইউনিয়ন পরিষদ থানা-মুরাদনগর জেলা-কুমিল্লা, জি.আর. ১৪২/২০২৩: মুরাদনগর থানার মামলা নং-২, তাং-০৯/১০/২০২৩, আমলী আদালত-১১, কুমিল্লা। [96,1879,684,1926]
serial-cell: ১০ [35,645,96,678]
serial-cell: ৩৫ [35,1498,96,1531]
detail-cell: রবিউল (৪৩), পিতা-মৃত লতিফ, সাং-বড়শালঘর, থানা-দেবিদ্বার, জেলা-কুমিল্লা, জি.আর. ১২৯/২০২৪: দেবিদ্বার থানার মামলা নং-০৭, তাং-০৮/০৭/২০২৪ ইং, আমলী আদালত-৪, কুমিল্লা। [96,645,684,678]
serial-cell: ৭৬ [691,1323,752,1370]
detail-cell: মোঃ সোলায়মান(২৮), পিতা-জয়নাল আলী, সাং-গঙ্গারামপুর, থানা-শিবগঞ্জ, জেলা-চাপাইনবাবগঞ্জ, জি.আর. ১১৩/২০২৩: সদর দক্ষিণ থানার মামলা নং-১০, তাং-০৯/০৩/২০২৩, আমলী আদালত-৩, কুমিল্লা। [752,1549,1340,1582]
detail-cell: আবুল হাছান(৩৮) পিতা- মৃত ফরহাদ আলী, সাং-বিজয়পুর পোঃ-এলাইয়াপুর থানা-সদর দক্ষিণ, জেলা-কুমিল্লা, নন.জি.আর. ১৬/২০২২: সদর দক্ষিণ থানার নন এফ আই আর মামলা নং-২৪, তাং-২১/০৯/২০২২ ইং, আমলী আদালত-৩, কুমিল্লা। [752,118,1340,151]
detail-cell: ১) মোঃ শাহালম(৩৫), পিতা-ফজলুল হক, সাং-আরিফপুর, পোঃ-আরিফপুর ০৭ নং মোকাম ইউপি থানা-বুড়িচং, জেলা-কুমিল্লা, ২) মোঃ ইমন(৩৫), পিতা-মোঃ হানিফ, সাং-আরিফপুর (মধ্যপাড়া খুয়াই বাড়ী), থানা-বুড়িচং, জেলা-কুমিল্লা, জি.আর. ১১৭/২০২৪: বুড়িচং থানার মামলা নং-২৬, তাং-২৩/০৫/২০২৪ ইং, আমলী আদালত-২, কুমিল্লা। [96,1531,684,1578]
table-row [691,396,1340,443]
serial-cell: ১৭ [35,890,96,923]
detail-cell: ১) নাহিদ(২৫), পিতা-জাহাঙ্গীর, সাং-ভূইয়ারা, থানা-বরুড়া, জেলা-কুমিল্লা, ২) ইমন (২৩), পিতা-মোঃ আঃ মালেক, সাং-চিতড্ডা, গৌপুর সরকার বাড়ী, থানা-চান্দিনা, জেলা-কুমিল্লা, ৩) মোঃ মনির হোসেন(২৫), পিতা-মৃত আব্দুস সোবাহান, সাং-বাগড়া, থানা-দেবিদ্বার, জেলা-কুমিল্লা, জি.আর. ৫৮৩/২০২৩: বরুড়া থানার মামলা নং-১৩, তাং-১৫/১২/২০২৩, আমলী আদালত-৭, কুমিল্লা। [752,184,1340,231]
table-row [35,1366,684,1399]
table-row [35,1465,684,1498]
table-row [691,1403,1340,1436]
detail-cell: আল আমিন(৪৪), পিতা-মৃত আব্দুল খালেক, সাং-মাইজপাড়া, থানা-লাউকান্দি, জেলা-কুমিল্লা, জি.আর. ১৭৫/২০২৪: চান্দিনা থানার মামলা নং-২১, তাং-২৯/০৬/২০২৪, আমলী আদালত-১০, কুমিল্লা। [752,1403,1340,1436]
newspaper-logo [1221,26,1332,70]
serial-cell: ৩৩ [35,1432,96,1465]
table-row [691,1323,1340,1370]
serial-cell: ৫৬ [691,565,752,598]
table-row [35,1102,684,1135]
detail-cell: মোঃ মাসুম মিয়া (৪৮) (জামাল), পিতা-মৃত নুরুল হক, সাং-বিজয়পুর, থানা-সদর দক্ষিণ, জেলা-কুমিল্লা, জি.আর. ৫৬/২০২৪; চৌদ্দগ্রাম থানার মামলা নং-২৪, তাং-১৬/০২/২০২৪ ইং, আমলী আদালত-৫, কুমিল্লা। [96,348,684,381]
detail-cell: আক্তার হোসেন(৪০) পিতা-ইদ্রিস মাতা-সাফিয়া বেগম, সাং-তাংগামুরা পোঃ-বিজয়পুর থানা-সদর দক্ষিণ মডেল জেলা-কুমিল্লা, জি.আর. ৫৩/২০২৪: সদর দক্ষিণ থানার মামলা নং-০৮, তাং-০৭/০২/২০২৪ ইং, আমলী আদালত-৩, কুমিল্লা। [96,744,684,777]
detail-cell: জালাল মিয়া, পিতা-জাহাঙ্গীর, সাং-অশোকতলা, থানা-কোতয়ালী, জেলা-কুমিল্লা, জি.আর. ১২২৪/২০২৩: কোতয়ালী থানার মামলা নং-৩৮, তাং-১৫/১১/২০২৩, আমলী আদালত-১, কুমিল্লা। [96,1102,684,1135]
detail-cell: কাউসার হোসেন, পিতা-মোঃ ফরিদ মিয়া, সাং-বিচাইন, থানা-বরুড়া, জেলা-কুমিল্লা, জি.আর. ১৩২/২০২৪: বরুড়া থানার মামলা নং-০৭, তাং-১৮/১০/২০২৪, আমলী আদালত-৭, কুমিল্লা। [752,363,1340,396]
detail-cell: জুয়েল (৩০), পিতা-ফরিদ মিয়া, সাং-হামলাবাড়ী, থানা-দেবিদ্বার, জেলা-কুমিল্লা, জি.আর. ৬২/২০২৪: দেবিদ্বার থানার মামলা নং-২০, তাং-১৯/০৩/২০২৪ ইং, আমলী আদালত-৪, কুমিল্লা। [96,612,684,645]
table-row [35,414,684,447]
detail-cell: মোঃ সাদ্দাম হোসেন (৩২), পিতা-মৃত শফিকুল ইসলাম রুনু মিয়া, সাং-নবীয়াবাদ, থানা-বুড়িচং এ/পি সাং-দক্ষিণ তেতাভূমি, থানা-ব্রাহ্মণপাড়া, জেলা-কুমিল্লা, জি.আর. ২৪৩/২০২৪: ব্রাহ্মণপাড়া থানার মামলা নং-১৩, তাং-০৬/০২/২০২৪, আমলী আদালত-৮, কুমিল্লা। [96,1234,684,1267]
table-row [691,1370,1340,1403]
serial-cell: ৬৯ [691,1064,752,1111]
detail-cell: মোঃ হারুন হোসেন (২৫), পিতা-শাহ আলম @ লিটন, সাং-চান্দলা, থানা-ফেনী সদর, জেলা-ফেনী, জি.আর. ৪১৭/২০২৪(ক): চৌদ্দগ্রাম থানার মামলা নং-৩৫, তাং-০৩/১২/২০২২ ইং, আমলী আদালত-৫, কুমিল্লা। [96,381,684,414]
table-row [691,1502,1340,1549]
serial-cell: ১৬ [35,857,96,890]
table-row [35,480,684,513]
table-row [691,1582,1340,1615]
detail-cell: মোঃ মোস্তফা(৩৫), পিং-আব্দুল বারেক, সাং-কাশড়াতলী, থানা-চৌদ্দগ্রাম, জেলা-কুমিল্লা, জি.আর. ১৯৮/২০২৪: চৌদ্দগ্রাম থানার মামলা নং-০৬, তাং-০৫/০৮/২০২৪, আমলী আদালত-৫, কুমিল্লা। [752,965,1340,998]
table-row [35,1752,684,1785]
detail-cell: সেলু(৪৮), পিতা-মৃত আব্দুর রহিম, সাং-চড়ানল, থানা-বুড়িচং, জেলা-কুমিল্লা, এ/পি সাং-আড়াইওড়া, থানা-বুড়িচং, জেলা-কুমিল্লা, জি.আর. ৩৯৮/২০২২: বুড়িচং থানার মামলা নং-০৭, তাং-০৫/০৪/২০২২ ইং, আমলী আদালত-২, কুমিল্লা। [96,1498,684,1531]
detail-cell: মোঃ সাহাদত @ হাসান(২২), পিতা-মোঃ শফিকুল ইসলাম, সাং-রাংকিনগর, থানা-লালমাই, জেলা-কুমিল্লা, জি.আর. ৪১/২০২৪: লালমাই থানার মামলা নং-০১, তাং-০১/০৫/২০২৪, আমলী আদালত-৩, কুমিল্লা। [752,645,1340,678]
serial-cell: ৪৮ [691,231,752,264]
serial-cell: ১২ [35,711,96,744]
table-row [691,1290,1340,1323]
detail-cell: ১) মোঃ হাছান(৪৪), পিতা-মৃত তারু মিয়া, সাং-বড়কামতা, থানা-দেবিদ্বার, জেলা-কিশোরগঞ্জ, ২) মোঃ রাকিব মিয়া(২৮), পিতা-মোঃ আক্তার মিয়া, সাং-ইসলামপুর, থানা-বুড়িচং, জেলা-কুমিল্লা, ৩) মোঃ আমিনুল ইসলাম(২০), পিতা-মোঃ রফিক মিয়া, সাং-বড়িকান্দা, থানা-বুড়িচং, জেলা-কুমিল্লা, জি.আর. ২৯৩/২০২০: দাউদকান্দি থানার মামলা নং-১৬, তাং-১৫/১২/২০২০, আমলী আদালত-৩, কুমিল্লা। [752,1243,1340,1290]
table-row [691,1144,1340,1177]
notice-intro: যেহেতু নিম্নবর্ণিত আসামিদের বিরুদ্ধে দ্যা কোড অব ক্রিমিনাল প্রসিডিউর, ১৮৯৮ এর ৮৭ ও ৮৮ ধারার কার্যক্রম গ্রহণ করা হয়েছে এবং বিশ্বাস করার সঙ্গত কারণ রয়েছে যে আসামিরা গ্রেফতার এড়ানোর জন্য পলাতক রয়েছেন বা আত্মগোপনে আছেন। তাদের গ্রেফতারের আশু কোনো সম্ভাবনা নেই, সেহেতু বর্ণিত আসামিদের অত্র বিজ্ঞপ্তি প্রকাশের পরবর্তী ১৫(পনেরো) দিনের মধ্যে ২ নং কলামে বর্ণিত আদালতে হাজির হইবার জন্য নির্দেশ দেয়া যাচ্ছে। অন্যথায় তাদের অনুপস্থিতিতে বিচার কার্য অনুষ্ঠিত হবে। [34,265,684,322]
serial-cell: ২ [35,381,96,414]
detail-cell: মোঃ সুজন, পিতা-সেয়দ রহমত আলী, সাং-জগাবাদ, থানা-বোয়ালমারী, জেলা-ফরিদপুর, নন.জি.আর. ১৮/২০১৯: ময়নামতি মডেল থানার নন এফ আই আর মামলা নং-১৪/২০১৯, তাং-২৭/১২/২০১৯ ইং, আমলী আদালত-৬, কুমিল্লা। [752,1926,1340,1959]
serial-cell: ৩৪ [35,1465,96,1498]
serial-cell: ৩১ [35,1366,96,1399]
serial-cell: ৪৩ [35,1832,96,1879]
table-row [691,1111,1340,1144]
serial-cell: ৪১ [35,1752,96,1785]
detail-cell: মোঃ সজিব, পিং-আব্দুর রহমান, সাং-আড্ডা, থানা-বরুড়া, জেলা-কুমিল্লা, জি.আর. ১০৪/২০২৪: বরুড়া থানার মামলা নং-১৪, তাং-১৪/০৭/২০২৪, আমলী আদালত-৭, কুমিল্লা। [752,1728,1340,1761]
table-row [35,1168,684,1201]
